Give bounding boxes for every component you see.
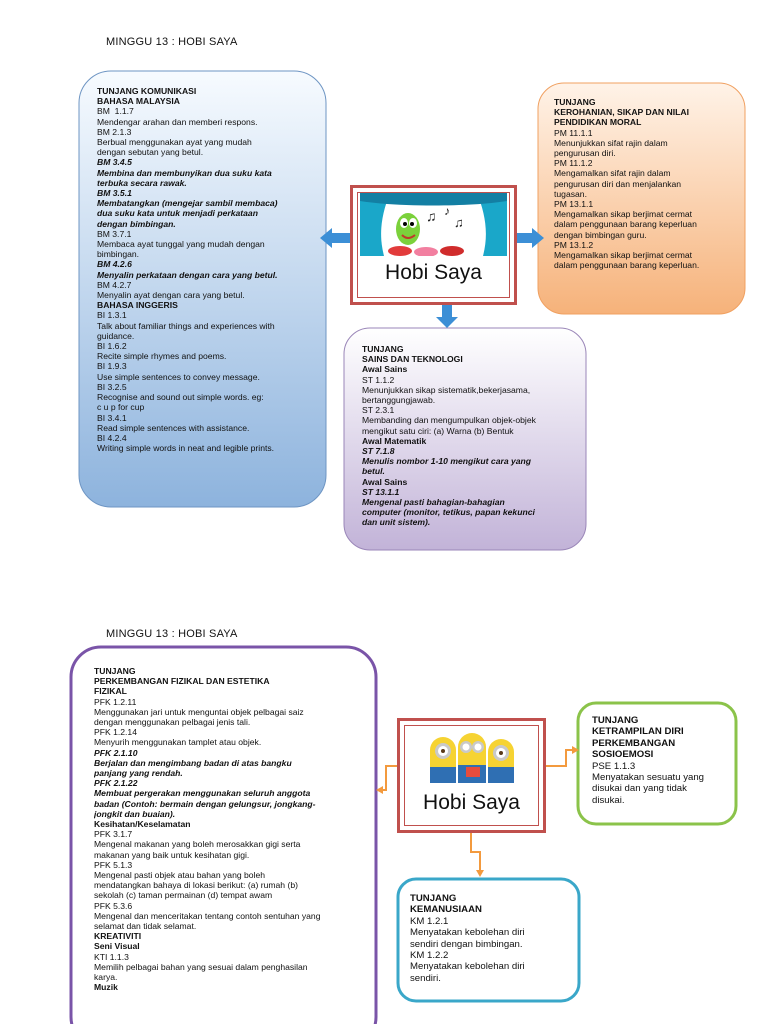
komunikasi-line: guidance.: [97, 330, 135, 341]
sains-line: ST 1.1.2: [362, 374, 395, 385]
fizikal-line: jongkit dan buaian).: [94, 808, 176, 819]
kemanusiaan-line: KM 1.2.1: [410, 915, 449, 927]
komunikasi-line: Berbual menggunakan ayat yang mudah: [97, 137, 252, 148]
komunikasi-line: BM 2.1.3: [97, 126, 132, 137]
ketrampilan-line: disukai.: [592, 794, 625, 806]
sains-line: dan unit sistem).: [362, 517, 431, 528]
komunikasi-line: c u p for cup: [97, 402, 145, 413]
fizikal-line: dengan menggunakan pelbagai jenis tali.: [94, 717, 251, 728]
komunikasi-line: BM 3.4.5: [97, 157, 132, 168]
komunikasi-line: BM 3.5.1: [97, 188, 132, 199]
fizikal-line: Mengenal makanan yang boleh merosakkan gigi serta: [94, 839, 301, 850]
fizikal-line: PFK 3.1.7: [94, 829, 133, 840]
week-heading-1: MINGGU 13 : HOBI SAYA: [106, 36, 238, 48]
komunikasi-line: BM 3.7.1: [97, 228, 132, 239]
komunikasi-line: Membaca ayat tunggal yang mudah dengan: [97, 239, 265, 250]
sains-line: bertanggungjawab.: [362, 395, 436, 406]
komunikasi-line: BM 4.2.7: [97, 279, 132, 290]
kemanusiaan-line: KEMANUSIAAN: [410, 904, 482, 916]
arrow-down: [436, 304, 458, 328]
kerohanian-line: tugasan.: [554, 188, 587, 199]
fizikal-line: Berjalan dan mengimbang badan di atas bangku: [94, 757, 292, 768]
center-title-1: Hobi Saya: [385, 261, 482, 284]
sains-line: Menunjukkan sikap sistematik,bekerjasama,: [362, 384, 531, 395]
sains-line: Membanding dan mengumpulkan objek-objek: [362, 415, 536, 426]
fizikal-line: Memilih pelbagai bahan yang sesuai dalam penghasilan: [94, 961, 308, 972]
komunikasi-line: dua suku kata untuk menjadi perkataan: [97, 208, 258, 219]
ketrampilan-line: Menyatakan sesuatu yang: [592, 772, 705, 784]
sains-line: Menulis nombor 1-10 mengikut cara yang: [362, 456, 532, 467]
fizikal-line: mendatangkan bahaya di lokasi berikut: (a) rumah (b): [94, 880, 298, 891]
kerohanian-line: Menunjukkan sifat rajin dalam: [554, 137, 668, 148]
fizikal-line: PFK 5.1.3: [94, 859, 133, 870]
center-card-2: [397, 718, 546, 833]
komunikasi-line: Menyalin ayat dengan cara yang betul.: [97, 290, 245, 301]
komunikasi-line: BI 1.6.2: [97, 341, 127, 352]
fizikal-line: KTI 1.1.3: [94, 951, 129, 962]
center-title-2: Hobi Saya: [423, 791, 520, 814]
kerohanian-line: PM 11.1.2: [554, 158, 593, 169]
fizikal-line: Muzik: [94, 982, 118, 993]
kemanusiaan-line: Menyatakan kebolehan diri: [410, 961, 525, 973]
sains-line: Awal Sains: [362, 364, 408, 375]
fizikal-line: PFK 2.1.22: [94, 778, 138, 789]
sains-line: Mengenal pasti bahagian-bahagian: [362, 497, 505, 508]
komunikasi-line: Recognise and sound out simple words. eg:: [97, 392, 264, 403]
sains-line: TUNJANG: [362, 344, 404, 354]
komunikasi-line: BI 1.3.1: [97, 310, 127, 321]
kemanusiaan-line: sendiri.: [410, 972, 441, 984]
ketrampilan-line: TUNJANG: [592, 715, 639, 726]
fizikal-line: PFK 5.3.6: [94, 900, 133, 911]
komunikasi-line: Mendengar arahan dan memberi respons.: [97, 116, 258, 127]
fizikal-line: Kesihatan/Keselamatan: [94, 819, 191, 830]
fizikal-line: Menggunakan jari untuk menguntai objek pelbagai saiz: [94, 706, 304, 717]
komunikasi-line: Writing simple words in neat and legible prints.: [97, 443, 275, 454]
fizikal-line: KREATIVITI: [94, 931, 142, 942]
komunikasi-line: Membatangkan (mengejar sambil membaca): [97, 198, 278, 209]
stage-illustration: [360, 193, 507, 256]
komunikasi-line: dengan bimbingan.: [97, 218, 176, 229]
ketrampilan-line: PSE 1.1.3: [592, 760, 636, 772]
komunikasi-line: Talk about familiar things and experiences with: [97, 320, 275, 331]
komunikasi-line: BAHASA MALAYSIA: [97, 96, 180, 107]
kerohanian-line: Mengamalkan sikap berjimat cermat: [554, 250, 693, 261]
komunikasi-box: [97, 86, 319, 498]
komunikasi-line: terbuka secara rawak.: [97, 177, 187, 188]
svg-text:♫: ♫: [426, 208, 437, 224]
sains-box: [362, 344, 582, 544]
fizikal-line: panjang yang rendah.: [94, 768, 183, 779]
kerohanian-line: dalam penggunaan barang keperluan: [554, 219, 697, 230]
fizikal-line: Mengenal pasti objek atau bahan yang boleh: [94, 870, 266, 881]
komunikasi-line: Membina dan membunyikan dua suku kata: [97, 167, 272, 178]
kemanusiaan-line: Menyatakan kebolehan diri: [410, 927, 525, 939]
komunikasi-line: BM 1.1.7: [97, 106, 134, 117]
fizikal-line: selamat dan tidak selamat.: [94, 921, 197, 932]
kerohanian-line: TUNJANG: [554, 97, 596, 107]
fizikal-box: [94, 666, 366, 1024]
komunikasi-line: BI 3.2.5: [97, 381, 127, 392]
fizikal-line: Membuat pergerakan menggunakan seluruh anggota: [94, 788, 311, 799]
komunikasi-line: Use simple sentences to convey message.: [97, 371, 260, 382]
fizikal-line: TUNJANG: [94, 666, 136, 676]
fizikal-line: Mengenal dan menceritakan tentang contoh sentuhan yang: [94, 910, 321, 921]
kerohanian-line: KEROHANIAN, SIKAP DAN NILAI: [554, 107, 689, 118]
fizikal-line: makanan yang baik untuk kesihatan gigi.: [94, 849, 250, 860]
komunikasi-line: BI 3.4.1: [97, 412, 127, 423]
kerohanian-line: PM 11.1.1: [554, 127, 593, 138]
kemanusiaan-line: TUNJANG: [410, 893, 457, 904]
komunikasi-line: BM 4.2.6: [97, 259, 132, 270]
komunikasi-line: Menyalin perkataan dengan cara yang betul.: [97, 269, 278, 280]
kerohanian-line: PM 13.1.2: [554, 239, 594, 250]
kemanusiaan-box: [410, 893, 574, 997]
komunikasi-line: BI 4.2.4: [97, 432, 127, 443]
kerohanian-line: PENDIDIKAN MORAL: [554, 117, 642, 128]
fizikal-line: PERKEMBANGAN FIZIKAL DAN ESTETIKA: [94, 676, 270, 687]
kerohanian-box: [554, 97, 740, 307]
komunikasi-line: TUNJANG KOMUNIKASI: [97, 86, 197, 96]
fizikal-line: PFK 1.2.11: [94, 696, 137, 707]
sains-line: Awal Sains: [362, 476, 408, 487]
ketrampilan-line: disukai dan yang tidak: [592, 783, 687, 795]
kerohanian-line: Mengamalkan sifat rajin dalam: [554, 168, 671, 179]
ketrampilan-line: KETRAMPILAN DIRI: [592, 726, 684, 738]
komunikasi-line: dengan sebutan yang betul.: [97, 147, 204, 158]
fizikal-line: sekolah (c) taman permainan (d) tempat awam: [94, 890, 273, 901]
kerohanian-line: pengurusan diri.: [554, 148, 616, 159]
ketrampilan-line: PERKEMBANGAN: [592, 737, 676, 749]
komunikasi-line: Read simple sentences with assistance.: [97, 422, 250, 433]
kerohanian-line: dalam penggunaan barang keperluan.: [554, 260, 700, 271]
minions-illustration: [422, 727, 522, 787]
sains-line: ST 7.1.8: [362, 446, 395, 457]
sains-line: Awal Matematik: [362, 435, 427, 446]
fizikal-line: PFK 2.1.10: [94, 747, 138, 758]
fizikal-line: FIZIKAL: [94, 686, 127, 697]
connector-left: [378, 766, 397, 790]
sains-line: SAINS DAN TEKNOLOGI: [362, 354, 463, 365]
sains-line: ST 2.3.1: [362, 405, 395, 416]
kerohanian-line: dengan bimbingan guru.: [554, 229, 647, 240]
kemanusiaan-line: sendiri dengan bimbingan.: [410, 938, 523, 950]
connector-right: [546, 750, 576, 766]
komunikasi-line: BAHASA INGGERIS: [97, 300, 178, 311]
center-card-1: [350, 185, 517, 305]
week-heading-2: MINGGU 13 : HOBI SAYA: [106, 628, 238, 640]
kerohanian-line: pengurusan diri dan menjalankan: [554, 178, 682, 189]
svg-text:♫: ♫: [454, 215, 464, 230]
fizikal-line: Seni Visual: [94, 941, 140, 952]
kemanusiaan-line: KM 1.2.2: [410, 950, 449, 962]
komunikasi-line: Recite simple rhymes and poems.: [97, 351, 227, 362]
fizikal-line: badan (Contoh: bermain dengan gelungsur, jongkang-: [94, 798, 316, 809]
connector-down: [471, 832, 480, 872]
kerohanian-line: Mengamalkan sikap berjimat cermat: [554, 209, 693, 220]
kerohanian-line: PM 13.1.1: [554, 199, 594, 210]
ketrampilan-line: SOSIOEMOSI: [592, 749, 654, 761]
fizikal-line: karya.: [94, 972, 118, 983]
komunikasi-line: BI 1.9.3: [97, 361, 127, 372]
fizikal-line: PFK 1.2.14: [94, 727, 137, 738]
komunikasi-line: bimbingan.: [97, 249, 140, 260]
sains-line: mengikut satu ciri: (a) Warna (b) Bentuk: [362, 425, 514, 436]
sains-line: betul.: [362, 466, 385, 477]
fizikal-line: Menyurih menggunakan tamplet atau objek.: [94, 737, 262, 748]
sains-line: ST 13.1.1: [362, 486, 400, 497]
ketrampilan-box: [592, 715, 732, 819]
sains-line: computer (monitor, tetikus, papan kekunci: [362, 507, 535, 518]
svg-text:♪: ♪: [444, 204, 450, 218]
